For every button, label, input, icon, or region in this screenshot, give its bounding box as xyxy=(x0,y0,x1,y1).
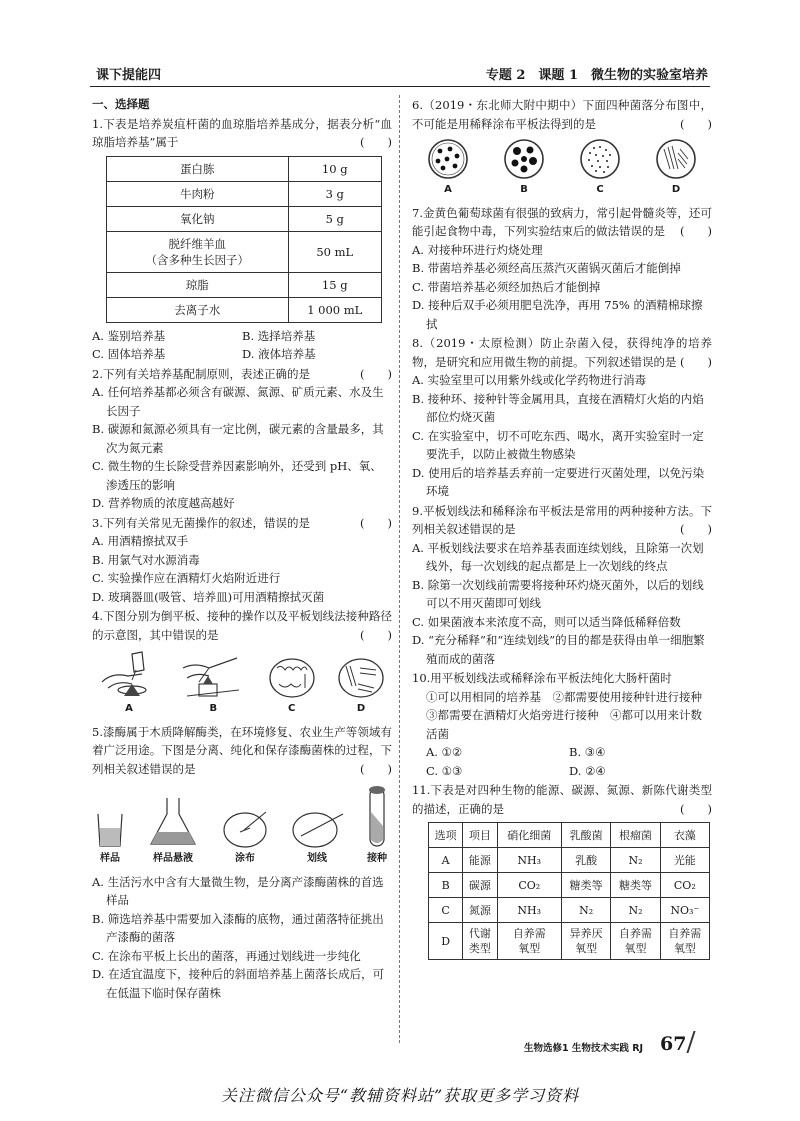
right-column xyxy=(412,95,712,960)
q11-table xyxy=(428,822,710,960)
q7-option-d: D. 接种后双手必须用肥皂洗净，再用 75% 的酒精棉球擦拭 xyxy=(412,298,703,331)
streak-plate-d-drawing xyxy=(336,656,386,700)
streak-plate-c-drawing xyxy=(267,656,317,700)
q8-option-a: A. 实验室里可以用紫外线或化学药物进行消毒 xyxy=(412,373,647,387)
q11-table-cell: CO₂ xyxy=(497,873,561,898)
q5-figure-inoculate xyxy=(364,782,390,869)
q11-table-cell: B xyxy=(429,873,463,898)
q6-figure-a xyxy=(426,137,470,200)
q9-option-b: B. 除第一次划线前需要将接种环灼烧灭菌外，以后的划线可以不用灭菌即可划线 xyxy=(412,577,704,610)
streak-drawing xyxy=(289,806,345,850)
q9-option-a: A. 平板划线法要求在培养基表面连续划线，且除第一次划线外，每一次划线的起点都是上一次划线的终点 xyxy=(412,540,704,573)
q7-stem: 7.金黄色葡萄球菌有很强的致病力，常引起骨髓炎等，还可能引起食物中毒，下列实验结束后的做法错误的是 xyxy=(412,205,712,238)
q7-blank: ( ) xyxy=(680,224,712,238)
q5-figure-sample xyxy=(94,806,126,869)
q5-figure-suspension xyxy=(145,794,201,869)
q1-amount-cell: 1 000 mL xyxy=(288,297,382,322)
q11-table-cell: 糖类等 xyxy=(561,873,610,898)
q8-stem: 8.（2019・太原检测）防止杂菌入侵，获得纯净的培养物，是研究和应用微生物的前提。下列叙述错误的是 xyxy=(412,336,712,369)
q1-option-d: D. 液体培养基 xyxy=(242,347,316,361)
q11-table-row xyxy=(429,923,710,960)
q11-header-row xyxy=(429,823,710,848)
pour-plate-drawing xyxy=(98,648,160,700)
q1-option-a: A. 鉴别培养基 xyxy=(92,328,166,343)
q11-table-cell: 光能 xyxy=(660,848,709,873)
q11-table-cell: NH₃ xyxy=(497,848,561,873)
q5-figure xyxy=(92,782,392,869)
question-5 xyxy=(92,723,392,779)
q10-option-a: A. ①② xyxy=(426,745,463,759)
q11-table-cell: 氮源 xyxy=(463,898,497,923)
question-9 xyxy=(412,502,712,539)
beaker-drawing xyxy=(94,806,126,850)
plate-c-drawing xyxy=(578,137,622,181)
q7-option-a: A. 对接种环进行灼烧处理 xyxy=(412,242,543,257)
q5-figure-streak xyxy=(289,806,345,869)
q11-table-cell: C xyxy=(429,898,463,923)
header-rule xyxy=(90,86,710,87)
q10-stem: 10.用平板划线法或稀释涂布平板法纯化大肠杆菌时 xyxy=(412,671,672,685)
q11-table-cell: 乳酸 xyxy=(561,848,610,873)
q1-table-row xyxy=(107,231,382,272)
q11-table-cell: D xyxy=(429,923,463,960)
q6-label-c: C xyxy=(596,184,604,195)
spread-plate-drawing xyxy=(220,806,270,850)
q9-stem: 9.平板划线法和稀释涂布平板法是常用的两种接种方法。下列相关叙述错误的是 xyxy=(412,503,712,536)
q11-stem: 11.下表是对四种生物的能源、碳源、氮源、新陈代谢类型的描述，正确的是 xyxy=(412,783,712,816)
q5-option-b: B. 筛选培养基中需要加入漆酶的底物，通过菌落特征挑出产漆酶的菌落 xyxy=(92,911,384,944)
plate-d-drawing xyxy=(654,137,698,181)
q11-header-cell: 衣藻 xyxy=(660,823,709,848)
q1-amount-cell: 10 g xyxy=(288,156,382,181)
q10-statements: ①可以用相同的培养基 ②都需要使用接种针进行接种 ③都需要在酒精灯火焰旁进行接种 ④都可以用来计数活菌 xyxy=(426,689,714,741)
q9-option-c: C. 如果菌液本来浓度不高，则可以适当降低稀释倍数 xyxy=(412,614,681,629)
inoculation-drawing xyxy=(179,648,247,700)
q4-figure-a xyxy=(98,648,160,719)
q4-label-a: A xyxy=(125,703,133,714)
header-right: 专题 2 课题 1 微生物的实验室培养 xyxy=(485,68,708,83)
q6-label-a: A xyxy=(444,184,452,195)
q5-label-suspension: 样品悬液 xyxy=(153,853,193,864)
q11-table-row xyxy=(429,898,710,923)
q11-table-cell: 碳源 xyxy=(463,873,497,898)
q4-blank: ( ) xyxy=(360,627,392,642)
q4-figure-c xyxy=(267,656,317,719)
q3-option-d: D. 玻璃器皿(吸管、培养皿)可用酒精擦拭灭菌 xyxy=(92,589,325,604)
q9-blank: ( ) xyxy=(680,522,712,536)
plate-a-drawing xyxy=(426,137,470,181)
q11-table-cell: 自养需 氧型 xyxy=(660,923,709,960)
left-column xyxy=(92,95,392,1002)
q1-table-body xyxy=(107,156,382,322)
q1-stem: 1.下表是培养炭疽杆菌的血琼脂培养基成分，据表分析“血琼脂培养基”属于 xyxy=(92,116,392,149)
q11-table-cell: N₂ xyxy=(611,848,660,873)
q1-ingredient-cell: 脱纤维羊血 （含多种生长因子） xyxy=(107,231,289,272)
q5-label-spread: 涂布 xyxy=(235,853,255,864)
q6-label-d: D xyxy=(671,184,681,195)
q8-option-b: B. 接种环、接种针等金属用具，直接在酒精灯火焰的内焰部位灼烧灭菌 xyxy=(412,391,704,424)
question-7 xyxy=(412,204,712,241)
q10-option-c: C. ①③ xyxy=(426,763,463,778)
q5-label-streak: 划线 xyxy=(307,853,327,864)
q5-option-c: C. 在涂布平板上长出的菌落，再通过划线进一步纯化 xyxy=(92,948,361,963)
q6-figure-c xyxy=(578,137,622,200)
q1-ingredient-cell: 琼脂 xyxy=(107,272,289,297)
flask-drawing xyxy=(145,794,201,850)
q1-options xyxy=(92,327,392,364)
q8-blank: ( ) xyxy=(680,354,712,369)
q1-table-row xyxy=(107,181,382,206)
q4-figure xyxy=(92,648,392,719)
q5-blank: ( ) xyxy=(360,761,392,776)
q1-amount-cell: 15 g xyxy=(288,272,382,297)
q11-header-cell: 乳酸菌 xyxy=(561,823,610,848)
q6-figure-d xyxy=(654,137,698,200)
q6-figure xyxy=(412,137,712,200)
q2-option-b: B. 碳源和氮源必须具有一定比例，碳元素的含量最多，其次为氮元素 xyxy=(92,422,384,455)
q1-table-row xyxy=(107,156,382,181)
q1-table-row xyxy=(107,206,382,231)
q3-option-c: C. 实验操作应在酒精灯火焰附近进行 xyxy=(92,571,281,585)
q11-table-cell: N₂ xyxy=(611,898,660,923)
column-divider xyxy=(399,95,400,1043)
q1-amount-cell: 3 g xyxy=(288,181,382,206)
q6-stem: 6.（2019・东北师大附中期中）下面四种菌落分布图中，不可能是用稀释涂布平板法得到的是 xyxy=(412,98,712,131)
q2-option-d: D. 营养物质的浓度越高越好 xyxy=(92,496,235,510)
q1-blank: ( ) xyxy=(360,135,392,149)
page-slash xyxy=(686,1031,695,1053)
q11-table-cell: 糖类等 xyxy=(611,873,660,898)
q5-label-sample: 样品 xyxy=(100,853,120,864)
plate-b-drawing xyxy=(502,137,546,181)
q3-stem: 3.下列有关常见无菌操作的叙述，错误的是 xyxy=(92,515,310,530)
q11-table-cell: 代谢 类型 xyxy=(463,923,497,960)
q2-blank: ( ) xyxy=(360,366,392,381)
section-title: 一、选择题 xyxy=(92,97,150,111)
q1-ingredient-cell: 氧化钠 xyxy=(107,206,289,231)
question-2 xyxy=(92,365,392,384)
q7-option-b: B. 带菌培养基必须经高压蒸汽灭菌锅灭菌后才能倒掉 xyxy=(412,261,681,275)
q4-label-b: B xyxy=(209,703,218,714)
q8-option-d: D. 使用后的培养基丢弃前一定要进行灭菌处理，以免污染环境 xyxy=(412,465,705,498)
q11-header-cell: 项目 xyxy=(463,823,497,848)
q11-table-cell: 自养需 氧型 xyxy=(497,923,561,960)
q5-option-d: D. 在适宜温度下，接种后的斜面培养基上菌落长成后，可在低温下临时保存菌株 xyxy=(92,967,385,1000)
q2-option-c: C. 微生物的生长除受营养因素影响外，还受到 pH、氧、渗透压的影响 xyxy=(92,459,382,492)
q9-option-d: D. “充分稀释”和“连续划线”的目的都是获得由单一细胞繁殖而成的菌落 xyxy=(412,633,705,666)
q5-figure-spread xyxy=(220,806,270,869)
question-4 xyxy=(92,607,392,644)
q1-amount-cell: 5 g xyxy=(288,206,382,231)
q11-table-cell: CO₂ xyxy=(660,873,709,898)
q1-ingredient-cell: 牛肉粉 xyxy=(107,181,289,206)
q3-option-a: A. 用酒精擦拭双手 xyxy=(92,534,189,548)
q6-blank: ( ) xyxy=(680,116,712,131)
q8-option-c: C. 在实验室中，切不可吃东西、喝水，离开实验室时一定要洗手，以防止被微生物感染 xyxy=(412,428,704,461)
footer-text: 生物选修1 生物技术实践 RJ xyxy=(524,1043,644,1054)
q11-blank: ( ) xyxy=(680,801,712,816)
q1-option-b: B. 选择培养基 xyxy=(242,328,316,343)
bottom-note: 关注微信公众号“教辅资料站”获取更多学习资料 xyxy=(220,1086,580,1105)
q1-table xyxy=(106,156,382,323)
q11-table-body xyxy=(429,823,710,960)
q10-option-d: D. ②④ xyxy=(569,763,606,778)
page-number: 67 xyxy=(660,1033,687,1055)
q11-table-cell: A xyxy=(429,848,463,873)
question-8 xyxy=(412,334,712,371)
q5-label-inoculate: 接种 xyxy=(367,853,387,864)
q1-table-row xyxy=(107,297,382,322)
q10-options xyxy=(412,743,712,780)
q11-table-row xyxy=(429,848,710,873)
q1-table-row xyxy=(107,272,382,297)
q4-stem: 4.下图分别为倒平板、接种的操作以及平板划线法接种路径的示意图，其中错误的是 xyxy=(92,609,392,642)
q4-figure-d xyxy=(336,656,386,719)
q3-blank: ( ) xyxy=(360,515,392,530)
q4-figure-b xyxy=(179,648,247,719)
q4-label-c: C xyxy=(287,703,296,714)
q11-header-cell: 硝化细菌 xyxy=(497,823,561,848)
q11-table-cell: 能源 xyxy=(463,848,497,873)
q2-option-a: A. 任何培养基都必须含有碳源、氮源、矿质元素、水及生长因子 xyxy=(92,385,384,418)
q3-option-b: B. 用氯气对水源消毒 xyxy=(92,552,200,567)
question-6 xyxy=(412,96,712,133)
q11-table-cell: N₂ xyxy=(561,898,610,923)
q11-table-row xyxy=(429,873,710,898)
q1-option-c: C. 固体培养基 xyxy=(92,347,166,361)
q11-table-cell: 异养厌 氧型 xyxy=(561,923,610,960)
q11-header-cell: 根瘤菌 xyxy=(611,823,660,848)
slant-tube-drawing xyxy=(364,782,390,850)
question-3 xyxy=(92,514,392,533)
q5-option-a: A. 生活污水中含有大量微生物，是分离产漆酶菌株的首选样品 xyxy=(92,874,384,907)
q2-stem: 2.下列有关培养基配制原则，表述正确的是 xyxy=(92,366,310,381)
q11-table-cell: 自养需 氧型 xyxy=(611,923,660,960)
header-left: 课下提能四 xyxy=(96,68,162,83)
q1-ingredient-cell: 蛋白胨 xyxy=(107,156,289,181)
q5-stem: 5.漆酶属于木质降解酶类，在环境修复、农业生产等领域有着广泛用途。下图是分离、纯化和保存漆酶菌株的过程，下列相关叙述错误的是 xyxy=(92,724,392,776)
q1-ingredient-cell: 去离子水 xyxy=(107,297,289,322)
q11-table-cell: NH₃ xyxy=(497,898,561,923)
q7-option-c: C. 带菌培养基必须经加热后才能倒掉 xyxy=(412,279,601,294)
q10-option-b: B. ③④ xyxy=(569,745,606,759)
q6-label-b: B xyxy=(520,184,528,195)
question-10 xyxy=(412,669,712,688)
q1-amount-cell: 50 mL xyxy=(288,231,382,272)
question-1 xyxy=(92,115,392,152)
q6-figure-b xyxy=(502,137,546,200)
q11-header-cell: 选项 xyxy=(429,823,463,848)
question-11 xyxy=(412,781,712,818)
q4-label-d: D xyxy=(356,703,366,714)
q11-table-cell: NO₃⁻ xyxy=(660,898,709,923)
